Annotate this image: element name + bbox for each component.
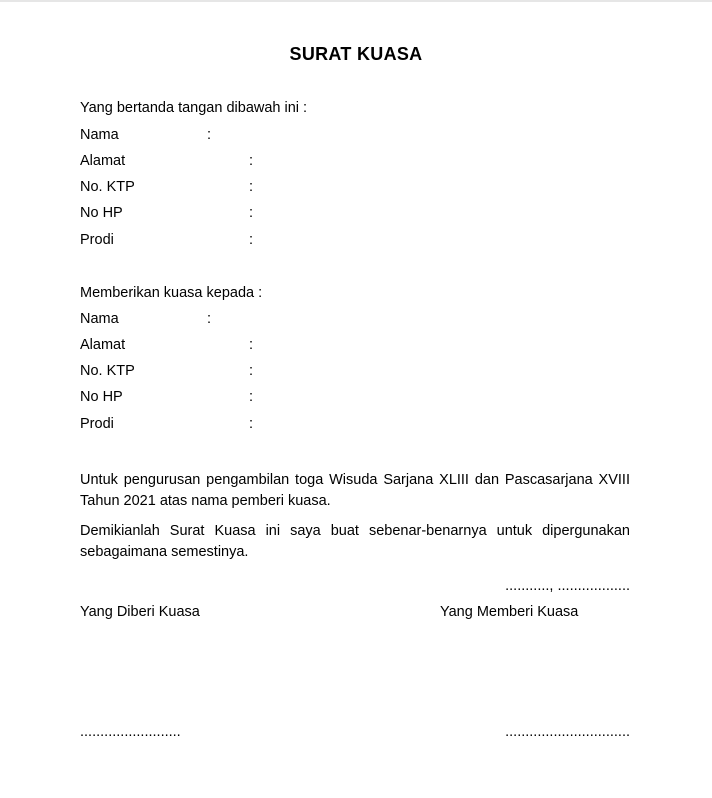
- section1-label-prodi: Prodi: [80, 232, 114, 248]
- section2-label-prodi: Prodi: [80, 416, 114, 432]
- section1-colon-prodi: :: [249, 232, 254, 248]
- section2-colon-ktp: :: [249, 363, 254, 379]
- section1-label-nama: Nama: [80, 127, 119, 143]
- signature-right-label: Yang Memberi Kuasa: [440, 604, 579, 620]
- section1-colon-nama: :: [207, 127, 212, 143]
- purpose-paragraph: Untuk pengurusan pengambilan toga Wisuda Sarjana XLIII dan Pascasarjana XVIII Tahun 2021 atas nama pemberi kuasa.: [80, 472, 630, 509]
- section2-colon-nama: :: [207, 311, 212, 327]
- section2-colon-prodi: :: [249, 416, 254, 432]
- section2-label-alamat: Alamat: [80, 337, 126, 353]
- section1-colon-ktp: :: [249, 179, 254, 195]
- section1-colon-hp: :: [249, 205, 254, 221]
- section1-label-alamat: Alamat: [80, 153, 126, 169]
- section2-label-hp: No HP: [80, 389, 123, 405]
- section1-intro: Yang bertanda tangan dibawah ini :: [80, 100, 308, 116]
- signature-left-line: .........................: [80, 724, 181, 740]
- signature-right-line: ...............................: [505, 724, 630, 740]
- section1-colon-alamat: :: [249, 153, 254, 169]
- section2-intro: Memberikan kuasa kepada :: [80, 285, 263, 301]
- section2-colon-alamat: :: [249, 337, 254, 353]
- signature-left-label: Yang Diberi Kuasa: [80, 604, 200, 620]
- place-date-line: ..........., ..................: [505, 578, 630, 594]
- section2-label-ktp: No. KTP: [80, 363, 135, 379]
- section2-label-nama: Nama: [80, 311, 119, 327]
- section1-label-ktp: No. KTP: [80, 179, 135, 195]
- document-title: SURAT KUASA: [289, 44, 423, 64]
- section2-colon-hp: :: [249, 389, 254, 405]
- closing-paragraph: Demikianlah Surat Kuasa ini saya buat sebenar-benarnya untuk dipergunakan sebagaimana semestinya.: [80, 523, 630, 560]
- section1-label-hp: No HP: [80, 205, 123, 221]
